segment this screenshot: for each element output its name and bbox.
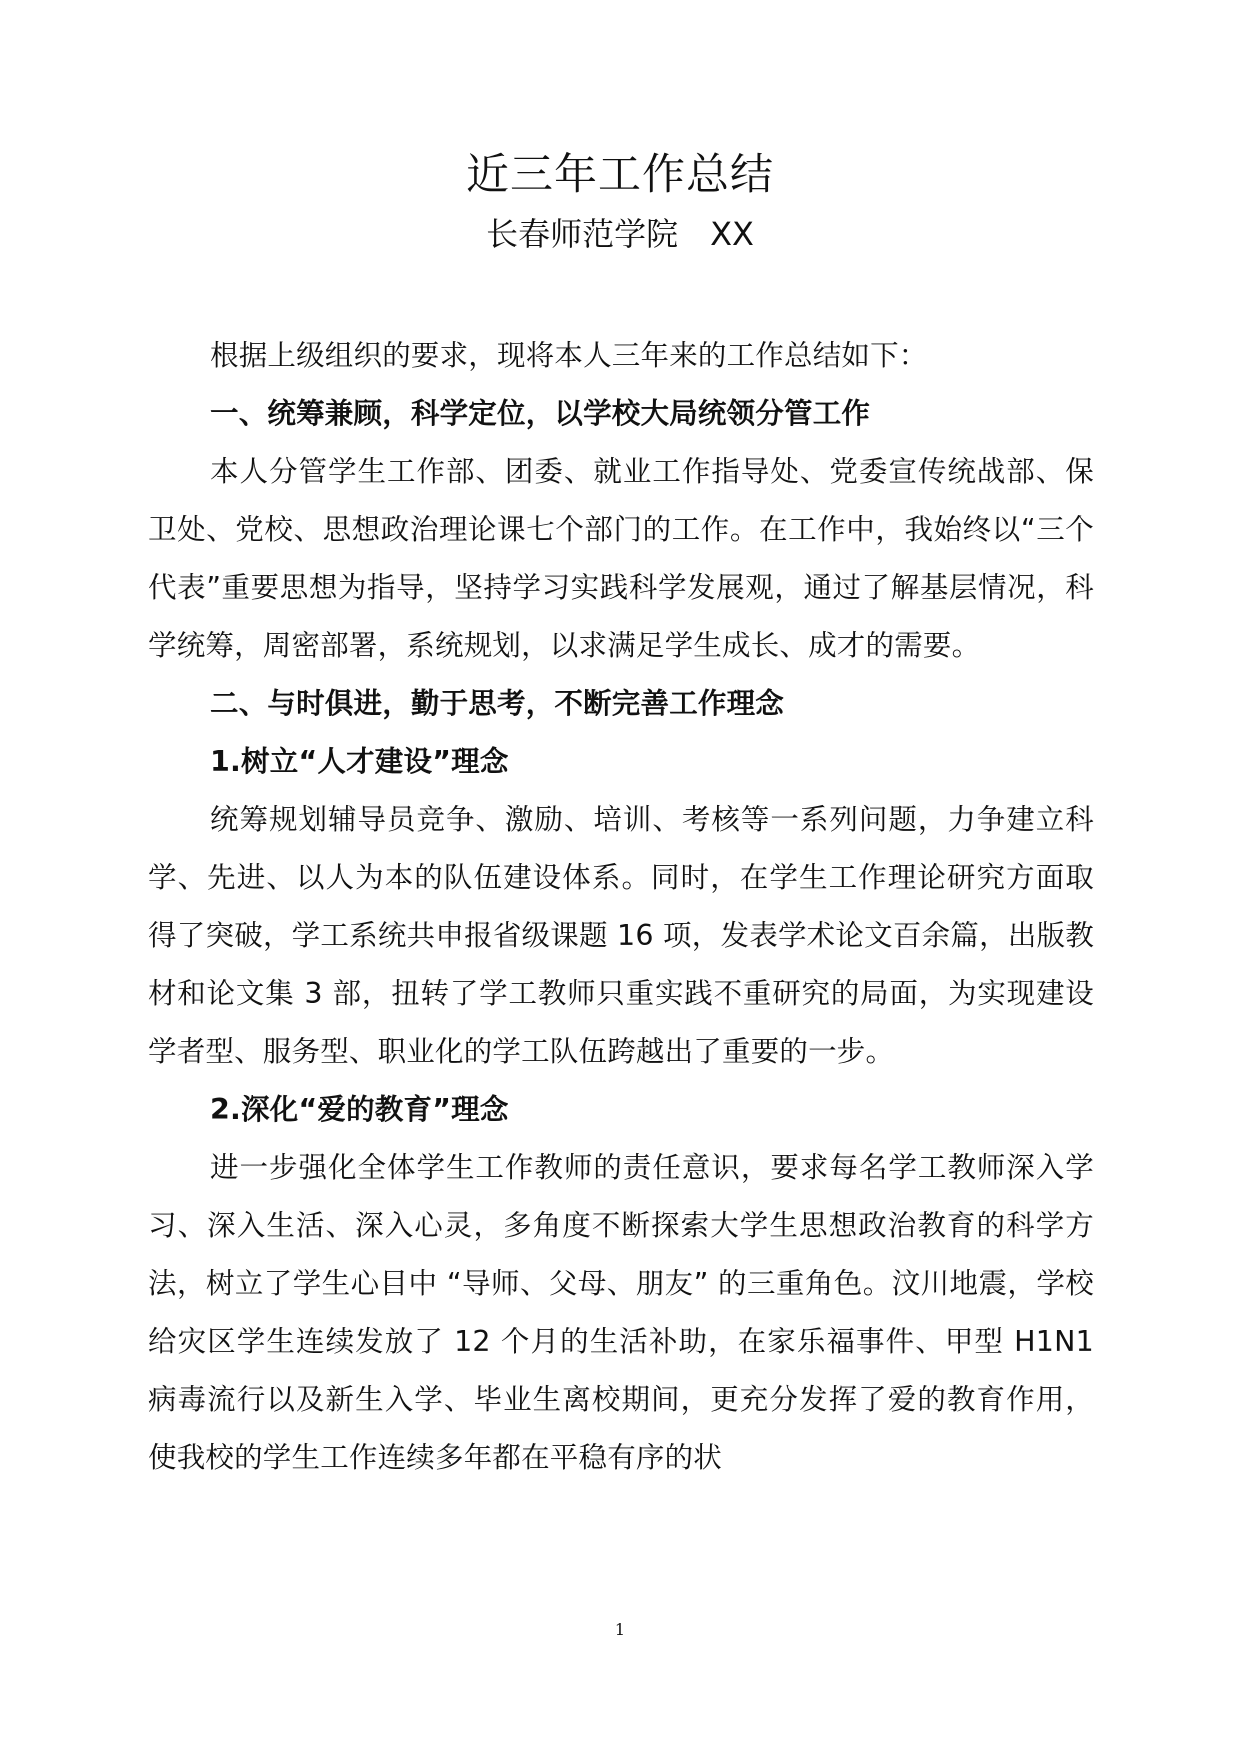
subsection-1-paragraph: 统筹规划辅导员竞争、激励、培训、考核等一系列问题，力争建立科学、先进、以人为本的队伍建设体系。同时，在学生工作理论研究方面取得了突破，学工系统共申报省级课题 16 项，发表学术论文百余篇，出版教材和论文集 3 部，扭转了学工教师只重实践不重研究的局面，为实现建设学者型、服务型、职业化的学工队伍跨越出了重要的一步。 [148,803,1094,1068]
intro-paragraph: 根据上级组织的要求，现将本人三年来的工作总结如下： [210,339,928,372]
section-heading-1: 一、统筹兼顾，科学定位，以学校大局统领分管工作 [210,397,871,430]
document-subtitle: 长春师范学院 XX [486,215,754,253]
page-number: 1 [614,1620,626,1639]
document-body [148,327,1094,1487]
subsection-heading-1: 1.树立“人才建设”理念 [210,745,509,778]
section-1-paragraph: 本人分管学生工作部、团委、就业工作指导处、党委宣传统战部、保卫处、党校、思想政治理论课七个部门的工作。在工作中，我始终以“三个代表”重要思想为指导，坚持学习实践科学发展观，通过了解基层情况，科学统筹，周密部署，系统规划，以求满足学生成长、成才的需要。 [148,455,1094,662]
section-heading-2: 二、与时俱进，勤于思考，不断完善工作理念 [210,687,785,720]
subsection-2-paragraph: 进一步强化全体学生工作教师的责任意识，要求每名学工教师深入学习、深入生活、深入心灵，多角度不断探索大学生思想政治教育的科学方法，树立了学生心目中 “导师、父母、朋友” 的三重角色。汶川地震，学校给灾区学生连续发放了 12 个月的生活补助，在家乐福事件、甲型 H1N1 病毒流行以及新生入学、毕业生离校期间，更充分发挥了爱的教育作用，使我校的学生工作连续多年都在平稳有序的状 [148,1151,1094,1474]
subsection-heading-2: 2.深化“爱的教育”理念 [210,1093,509,1126]
document-title: 近三年工作总结 [466,150,774,200]
